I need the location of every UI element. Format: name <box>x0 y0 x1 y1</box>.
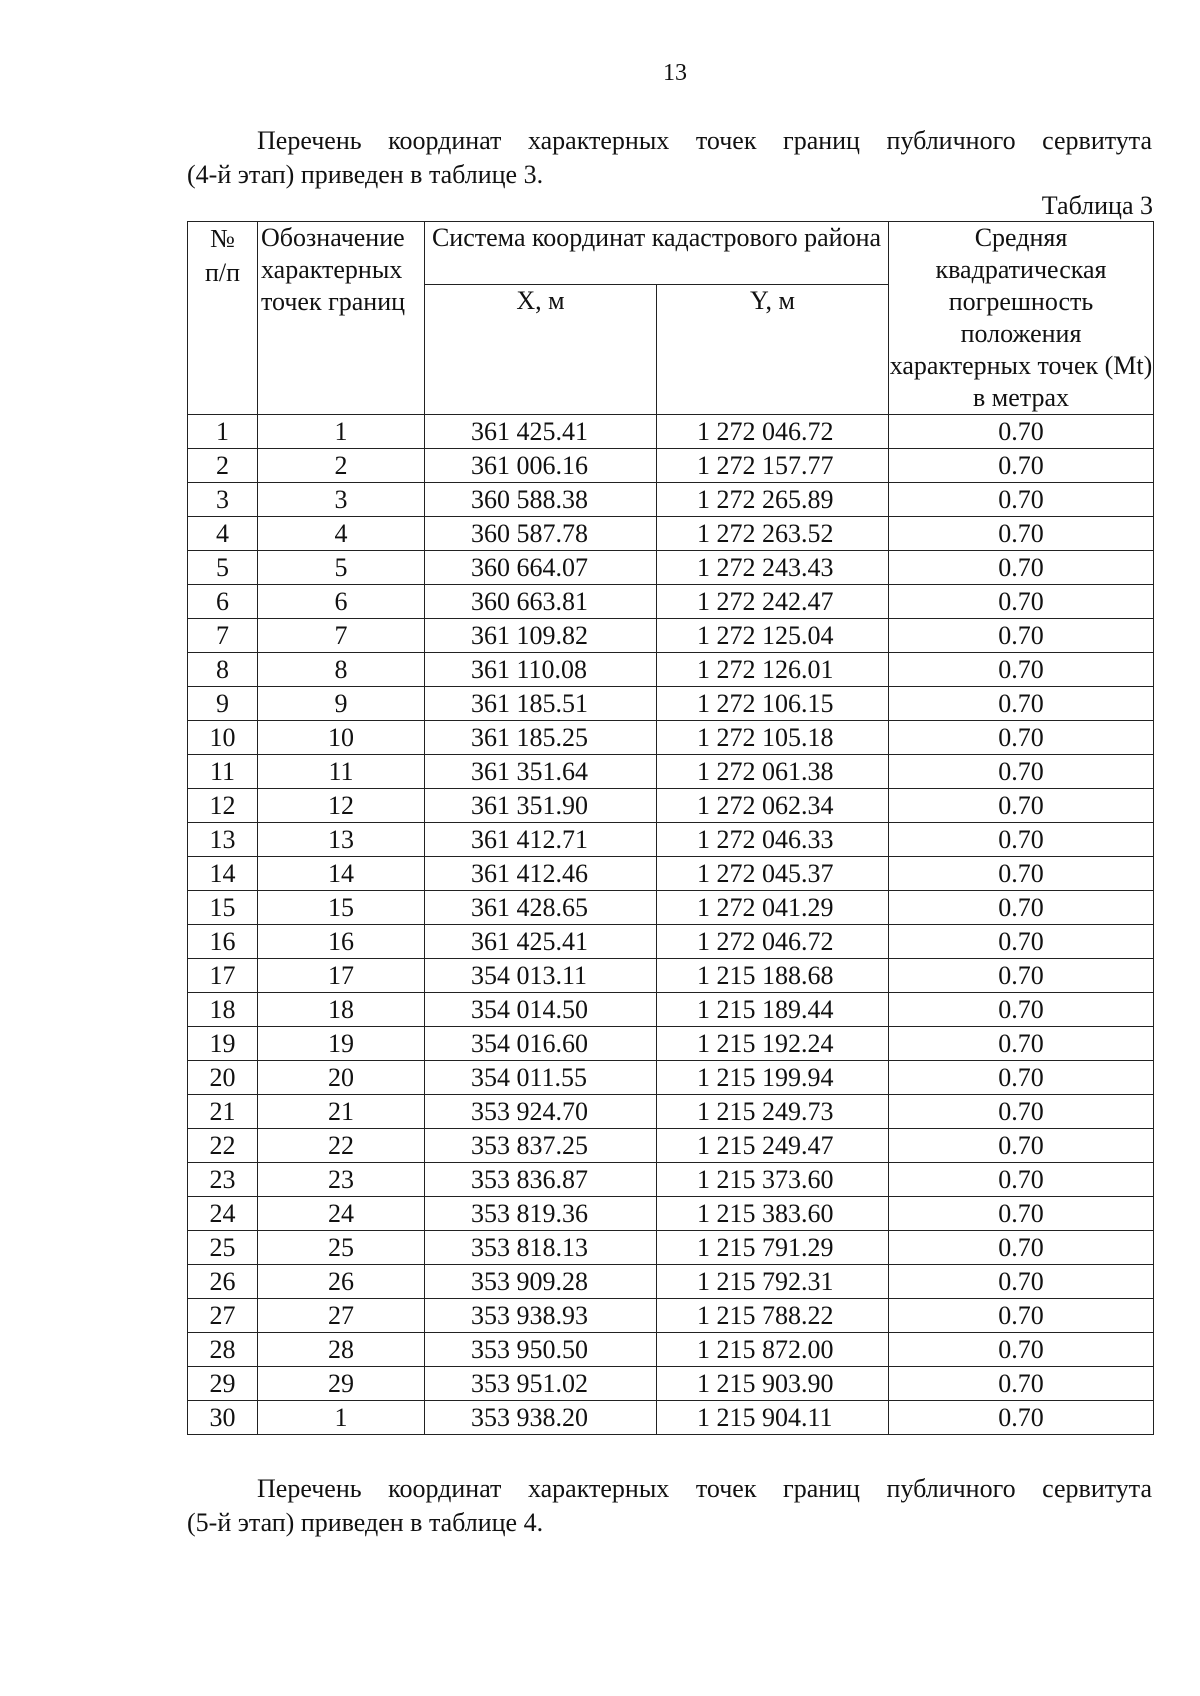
intro-line-2: (4-й этап) приведен в таблице 3. <box>187 160 544 189</box>
table-row <box>188 653 1154 687</box>
cell-y: 1 215 249.47 <box>657 1129 889 1163</box>
cell-x: 361 185.51 <box>425 687 657 721</box>
cell-mean-error: 0.70 <box>889 1333 1154 1367</box>
table-row <box>188 1231 1154 1265</box>
header-y: Y, м <box>657 285 889 415</box>
cell-point-label: 20 <box>258 1061 425 1095</box>
cell-y: 1 272 126.01 <box>657 653 889 687</box>
table-row <box>188 1333 1154 1367</box>
cell-mean-error: 0.70 <box>889 823 1154 857</box>
table-row <box>188 415 1154 449</box>
cell-mean-error: 0.70 <box>889 1367 1154 1401</box>
cell-point-label: 27 <box>258 1299 425 1333</box>
outro-paragraph <box>187 1472 1152 1540</box>
cell-mean-error: 0.70 <box>889 789 1154 823</box>
cell-mean-error: 0.70 <box>889 1401 1154 1435</box>
cell-row-number: 5 <box>188 551 258 585</box>
table-row <box>188 1163 1154 1197</box>
header-number-symbol: № <box>210 224 235 253</box>
table-row <box>188 755 1154 789</box>
cell-x: 354 011.55 <box>425 1061 657 1095</box>
cell-point-label: 2 <box>258 449 425 483</box>
cell-x: 353 924.70 <box>425 1095 657 1129</box>
page-number: 13 <box>663 60 687 86</box>
cell-y: 1 215 373.60 <box>657 1163 889 1197</box>
table-row <box>188 925 1154 959</box>
header-number-abbr: п/п <box>204 258 241 287</box>
cell-point-label: 18 <box>258 993 425 1027</box>
intro-paragraph <box>187 124 1152 192</box>
cell-row-number: 22 <box>188 1129 258 1163</box>
cell-mean-error: 0.70 <box>889 653 1154 687</box>
cell-y: 1 272 263.52 <box>657 517 889 551</box>
cell-mean-error: 0.70 <box>889 619 1154 653</box>
table-row <box>188 721 1154 755</box>
cell-point-label: 13 <box>258 823 425 857</box>
table-row <box>188 959 1154 993</box>
cell-x: 353 819.36 <box>425 1197 657 1231</box>
cell-mean-error: 0.70 <box>889 1299 1154 1333</box>
cell-mean-error: 0.70 <box>889 687 1154 721</box>
table-row <box>188 823 1154 857</box>
table-row <box>188 789 1154 823</box>
outro-line-1: Перечень координат характерных точек границ публичного сервитута <box>257 1474 1152 1503</box>
cell-point-label: 29 <box>258 1367 425 1401</box>
table-row <box>188 619 1154 653</box>
cell-point-label: 5 <box>258 551 425 585</box>
table-row <box>188 1299 1154 1333</box>
cell-mean-error: 0.70 <box>889 1265 1154 1299</box>
table-row <box>188 449 1154 483</box>
header-number <box>188 222 258 415</box>
cell-y: 1 272 125.04 <box>657 619 889 653</box>
cell-y: 1 272 265.89 <box>657 483 889 517</box>
table-row <box>188 687 1154 721</box>
cell-mean-error: 0.70 <box>889 483 1154 517</box>
cell-x: 361 006.16 <box>425 449 657 483</box>
cell-point-label: 6 <box>258 585 425 619</box>
cell-y: 1 272 046.72 <box>657 415 889 449</box>
cell-y: 1 215 788.22 <box>657 1299 889 1333</box>
cell-y: 1 272 062.34 <box>657 789 889 823</box>
cell-mean-error: 0.70 <box>889 755 1154 789</box>
table-row <box>188 891 1154 925</box>
cell-row-number: 10 <box>188 721 258 755</box>
cell-x: 354 014.50 <box>425 993 657 1027</box>
cell-y: 1 272 046.33 <box>657 823 889 857</box>
cell-row-number: 4 <box>188 517 258 551</box>
cell-x: 353 909.28 <box>425 1265 657 1299</box>
cell-point-label: 21 <box>258 1095 425 1129</box>
table-row <box>188 1061 1154 1095</box>
cell-y: 1 215 904.11 <box>657 1401 889 1435</box>
cell-point-label: 9 <box>258 687 425 721</box>
cell-row-number: 29 <box>188 1367 258 1401</box>
cell-y: 1 215 383.60 <box>657 1197 889 1231</box>
table-row <box>188 1265 1154 1299</box>
cell-mean-error: 0.70 <box>889 857 1154 891</box>
cell-x: 360 663.81 <box>425 585 657 619</box>
cell-x: 361 185.25 <box>425 721 657 755</box>
cell-y: 1 215 249.73 <box>657 1095 889 1129</box>
table-row <box>188 1095 1154 1129</box>
cell-x: 360 587.78 <box>425 517 657 551</box>
cell-mean-error: 0.70 <box>889 925 1154 959</box>
cell-x: 353 951.02 <box>425 1367 657 1401</box>
cell-row-number: 20 <box>188 1061 258 1095</box>
cell-row-number: 7 <box>188 619 258 653</box>
cell-x: 361 110.08 <box>425 653 657 687</box>
cell-mean-error: 0.70 <box>889 1197 1154 1231</box>
cell-row-number: 16 <box>188 925 258 959</box>
table-caption: Таблица 3 <box>1041 191 1153 220</box>
cell-row-number: 15 <box>188 891 258 925</box>
cell-x: 361 351.90 <box>425 789 657 823</box>
cell-mean-error: 0.70 <box>889 1231 1154 1265</box>
cell-mean-error: 0.70 <box>889 449 1154 483</box>
header-x: X, м <box>425 285 657 415</box>
cell-row-number: 23 <box>188 1163 258 1197</box>
cell-mean-error: 0.70 <box>889 1129 1154 1163</box>
header-point-label-line-2: характерных <box>261 255 403 284</box>
cell-y: 1 215 872.00 <box>657 1333 889 1367</box>
cell-row-number: 1 <box>188 415 258 449</box>
header-point-label <box>258 222 425 415</box>
header-mean-error: Средняя квадратическая погрешность положения характерных точек (Mt) в метрах <box>889 222 1154 415</box>
cell-y: 1 215 791.29 <box>657 1231 889 1265</box>
cell-row-number: 2 <box>188 449 258 483</box>
cell-row-number: 19 <box>188 1027 258 1061</box>
cell-y: 1 272 242.47 <box>657 585 889 619</box>
cell-row-number: 27 <box>188 1299 258 1333</box>
cell-row-number: 13 <box>188 823 258 857</box>
cell-y: 1 272 041.29 <box>657 891 889 925</box>
table-row <box>188 1027 1154 1061</box>
cell-point-label: 26 <box>258 1265 425 1299</box>
cell-x: 361 109.82 <box>425 619 657 653</box>
cell-point-label: 28 <box>258 1333 425 1367</box>
cell-point-label: 24 <box>258 1197 425 1231</box>
cell-x: 360 664.07 <box>425 551 657 585</box>
intro-line-1: Перечень координат характерных точек границ публичного сервитута <box>257 126 1152 155</box>
cell-y: 1 215 792.31 <box>657 1265 889 1299</box>
cell-point-label: 1 <box>258 415 425 449</box>
cell-row-number: 21 <box>188 1095 258 1129</box>
cell-y: 1 215 188.68 <box>657 959 889 993</box>
cell-y: 1 215 199.94 <box>657 1061 889 1095</box>
cell-mean-error: 0.70 <box>889 585 1154 619</box>
cell-point-label: 12 <box>258 789 425 823</box>
cell-point-label: 14 <box>258 857 425 891</box>
cell-y: 1 215 189.44 <box>657 993 889 1027</box>
cell-y: 1 272 046.72 <box>657 925 889 959</box>
cell-mean-error: 0.70 <box>889 721 1154 755</box>
cell-point-label: 16 <box>258 925 425 959</box>
header-point-label-line-3: точек границ <box>261 287 406 316</box>
cell-x: 361 428.65 <box>425 891 657 925</box>
cell-point-label: 15 <box>258 891 425 925</box>
cell-x: 360 588.38 <box>425 483 657 517</box>
table-row <box>188 551 1154 585</box>
cell-y: 1 215 192.24 <box>657 1027 889 1061</box>
cell-row-number: 14 <box>188 857 258 891</box>
cell-mean-error: 0.70 <box>889 891 1154 925</box>
cell-point-label: 4 <box>258 517 425 551</box>
cell-point-label: 25 <box>258 1231 425 1265</box>
table-row <box>188 1401 1154 1435</box>
cell-y: 1 272 157.77 <box>657 449 889 483</box>
table-row <box>188 517 1154 551</box>
cell-row-number: 8 <box>188 653 258 687</box>
outro-line-2: (5-й этап) приведен в таблице 4. <box>187 1508 544 1537</box>
header-coordinate-system: Система координат кадастрового района <box>425 222 889 285</box>
cell-point-label: 23 <box>258 1163 425 1197</box>
cell-point-label: 19 <box>258 1027 425 1061</box>
cell-mean-error: 0.70 <box>889 1095 1154 1129</box>
cell-point-label: 11 <box>258 755 425 789</box>
cell-y: 1 272 105.18 <box>657 721 889 755</box>
cell-mean-error: 0.70 <box>889 1027 1154 1061</box>
cell-mean-error: 0.70 <box>889 959 1154 993</box>
cell-point-label: 7 <box>258 619 425 653</box>
cell-row-number: 24 <box>188 1197 258 1231</box>
cell-mean-error: 0.70 <box>889 1061 1154 1095</box>
cell-x: 353 836.87 <box>425 1163 657 1197</box>
cell-x: 354 013.11 <box>425 959 657 993</box>
cell-row-number: 9 <box>188 687 258 721</box>
cell-row-number: 25 <box>188 1231 258 1265</box>
cell-y: 1 272 045.37 <box>657 857 889 891</box>
cell-row-number: 17 <box>188 959 258 993</box>
cell-row-number: 12 <box>188 789 258 823</box>
cell-row-number: 30 <box>188 1401 258 1435</box>
cell-x: 353 938.20 <box>425 1401 657 1435</box>
cell-y: 1 272 061.38 <box>657 755 889 789</box>
cell-row-number: 6 <box>188 585 258 619</box>
table-row <box>188 483 1154 517</box>
cell-point-label: 3 <box>258 483 425 517</box>
cell-x: 353 837.25 <box>425 1129 657 1163</box>
cell-x: 361 412.46 <box>425 857 657 891</box>
cell-row-number: 3 <box>188 483 258 517</box>
cell-mean-error: 0.70 <box>889 415 1154 449</box>
cell-point-label: 17 <box>258 959 425 993</box>
cell-row-number: 26 <box>188 1265 258 1299</box>
cell-row-number: 28 <box>188 1333 258 1367</box>
header-point-label-line-1: Обозначение <box>261 223 405 252</box>
cell-x: 361 425.41 <box>425 925 657 959</box>
cell-point-label: 10 <box>258 721 425 755</box>
table-row <box>188 585 1154 619</box>
cell-row-number: 18 <box>188 993 258 1027</box>
table-row <box>188 1197 1154 1231</box>
cell-x: 353 950.50 <box>425 1333 657 1367</box>
cell-mean-error: 0.70 <box>889 993 1154 1027</box>
cell-x: 361 425.41 <box>425 415 657 449</box>
cell-x: 354 016.60 <box>425 1027 657 1061</box>
cell-y: 1 215 903.90 <box>657 1367 889 1401</box>
table-row <box>188 1367 1154 1401</box>
cell-point-label: 22 <box>258 1129 425 1163</box>
cell-x: 361 351.64 <box>425 755 657 789</box>
cell-y: 1 272 106.15 <box>657 687 889 721</box>
table-row <box>188 1129 1154 1163</box>
cell-mean-error: 0.70 <box>889 551 1154 585</box>
cell-x: 361 412.71 <box>425 823 657 857</box>
table-row <box>188 993 1154 1027</box>
cell-y: 1 272 243.43 <box>657 551 889 585</box>
cell-x: 353 818.13 <box>425 1231 657 1265</box>
cell-mean-error: 0.70 <box>889 517 1154 551</box>
cell-mean-error: 0.70 <box>889 1163 1154 1197</box>
cell-point-label: 1 <box>258 1401 425 1435</box>
cell-x: 353 938.93 <box>425 1299 657 1333</box>
coordinates-table <box>187 221 1154 1435</box>
cell-point-label: 8 <box>258 653 425 687</box>
coordinates-table-body <box>188 415 1154 1435</box>
cell-row-number: 11 <box>188 755 258 789</box>
table-row <box>188 857 1154 891</box>
